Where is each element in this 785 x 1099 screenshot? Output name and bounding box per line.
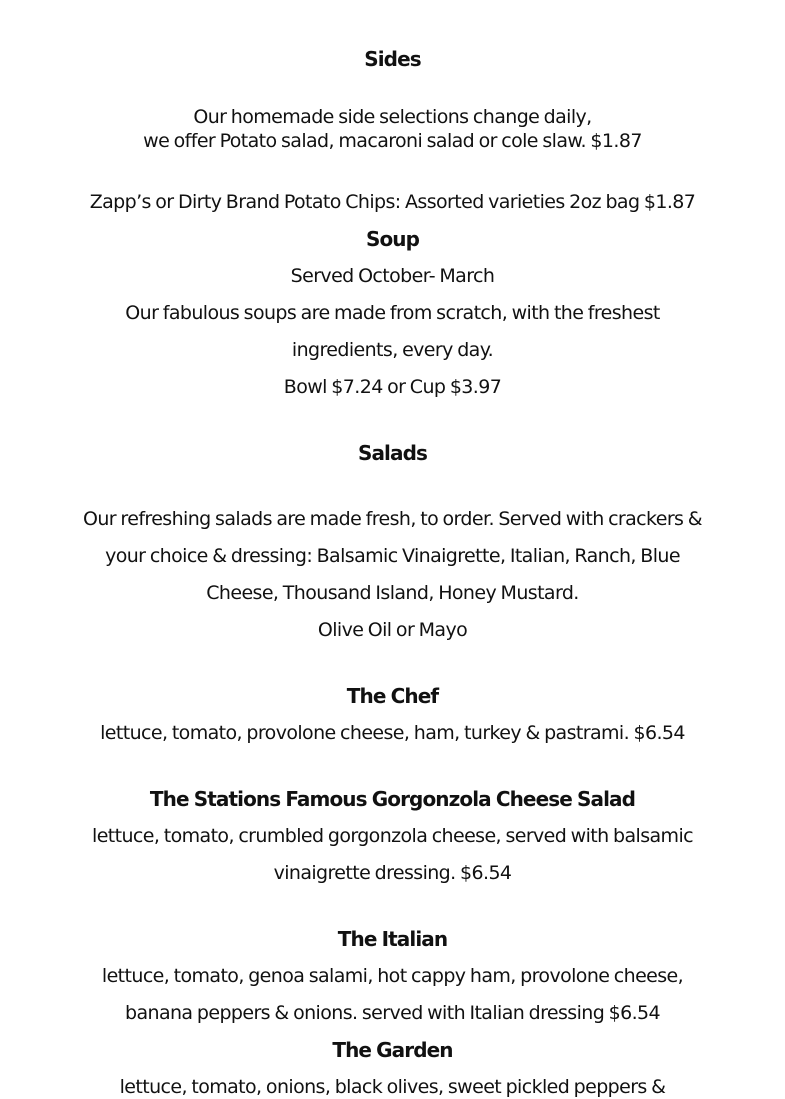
gorgonzola-salad-description-line: vinaigrette dressing. $6.54 xyxy=(273,862,512,884)
soup-description-line: Served October- March xyxy=(290,265,495,287)
italian-salad-description-line: lettuce, tomato, genoa salami, hot cappy ham, provolone cheese, xyxy=(101,965,684,987)
salads-description-line: Cheese, Thousand Island, Honey Mustard. xyxy=(206,582,579,604)
gorgonzola-salad-description-line: lettuce, tomato, crumbled gorgonzola cheese, served with balsamic xyxy=(92,825,693,847)
salads-heading: Salads xyxy=(357,441,428,465)
soup-price: Bowl $7.24 or Cup $3.97 xyxy=(283,376,502,398)
italian-salad-description-line: banana peppers & onions. served with Italian dressing $6.54 xyxy=(125,1002,660,1024)
salads-description-line: Our refreshing salads are made fresh, to order. Served with crackers & xyxy=(82,508,702,530)
cropped-text-fragment xyxy=(303,0,483,4)
cropped-top-text xyxy=(0,0,785,10)
sides-heading: Sides xyxy=(364,47,421,71)
soup-description-line: ingredients, every day. xyxy=(291,339,494,361)
sides-description-line: we offer Potato salad, macaroni salad or cole slaw. $1.87 xyxy=(143,130,642,152)
gorgonzola-salad-heading: The Stations Famous Gorgonzola Cheese Salad xyxy=(149,787,636,811)
soup-description-line: Our fabulous soups are made from scratch, with the freshest xyxy=(125,302,660,324)
salads-description-line: Olive Oil or Mayo xyxy=(317,619,468,641)
chef-salad-heading: The Chef xyxy=(346,684,439,708)
sides-description-line: Our homemade side selections change daily, xyxy=(193,106,592,128)
garden-salad-heading: The Garden xyxy=(332,1038,453,1062)
salads-description-line: your choice & dressing: Balsamic Vinaigrette, Italian, Ranch, Blue xyxy=(105,545,680,567)
italian-salad-heading: The Italian xyxy=(337,927,448,951)
chef-salad-description: lettuce, tomato, provolone cheese, ham, turkey & pastrami. $6.54 xyxy=(100,722,685,744)
garden-salad-description-line: lettuce, tomato, onions, black olives, sweet pickled peppers & xyxy=(119,1076,666,1098)
soup-heading: Soup xyxy=(365,227,420,251)
chips-description: Zapp’s or Dirty Brand Potato Chips: Assorted varieties 2oz bag $1.87 xyxy=(89,191,696,213)
